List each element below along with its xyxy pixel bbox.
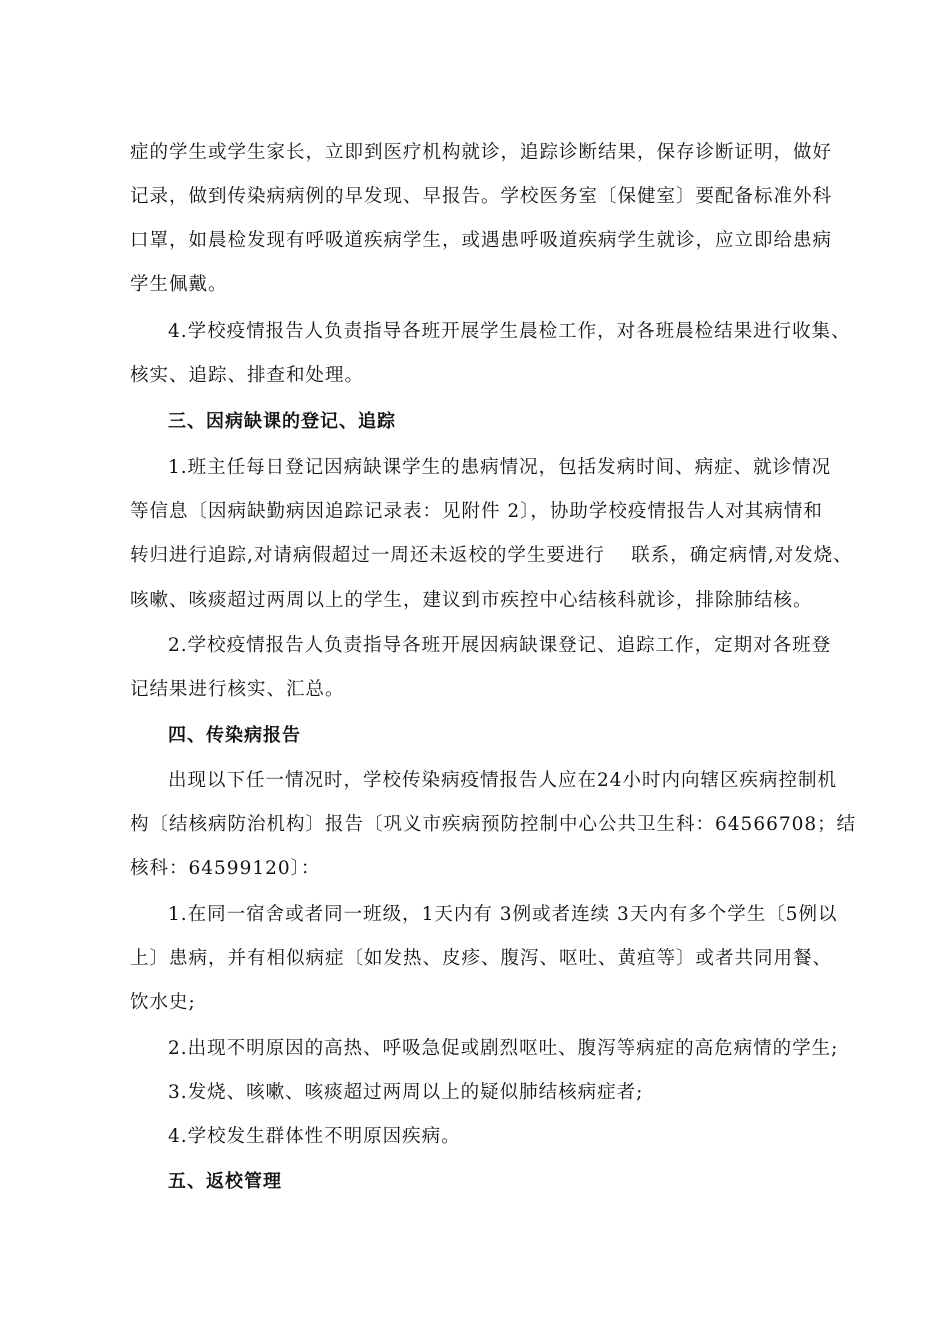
paragraph-line: 4.学校发生群体性不明原因疾病。 [168, 1126, 461, 1147]
section-heading: 三、因病缺课的登记、追踪 [168, 411, 396, 432]
paragraph-line: 学生佩戴。 [130, 274, 228, 295]
paragraph-line: 核实、追踪、排查和处理。 [130, 365, 365, 386]
paragraph-line: 出现以下任一情况时，学校传染病疫情报告人应在24小时内向辖区疾病控制机 [168, 770, 838, 791]
paragraph-line: 咳嗽、咳痰超过两周以上的学生，建议到市疾控中心结核科就诊，排除肺结核。 [130, 590, 813, 611]
paragraph-line: 3.发烧、咳嗽、咳痰超过两周以上的疑似肺结核病症者; [168, 1082, 644, 1103]
paragraph-line: 记录，做到传染病病例的早发现、早报告。学校医务室〔保健室〕要配备标准外科 [130, 186, 833, 207]
paragraph-line: 2.学校疫情报告人负责指导各班开展因病缺课登记、追踪工作，定期对各班登 [168, 635, 832, 656]
paragraph-line: 口罩，如晨检发现有呼吸道疾病学生，或遇患呼吸道疾病学生就诊，应立即给患病 [130, 230, 833, 251]
paragraph-line: 上〕患病，并有相似病症〔如发热、皮疹、腹泻、呕吐、黄疸等〕或者共同用餐、 [130, 948, 833, 969]
paragraph-line: 1.在同一宿舍或者同一班级，1天内有 3例或者连续 3天内有多个学生〔5例以 [168, 904, 838, 925]
paragraph-line: 记结果进行核实、汇总。 [130, 679, 345, 700]
paragraph-line: 转归进行追踪,对请病假超过一周还未返校的学生要进行 联系，确定病情,对发烧、 [130, 545, 853, 566]
paragraph-line: 症的学生或学生家长，立即到医疗机构就诊，追踪诊断结果，保存诊断证明，做好 [130, 142, 833, 163]
paragraph-line: 饮水史; [130, 992, 196, 1013]
paragraph-line: 1.班主任每日登记因病缺课学生的患病情况，包括发病时间、病症、就诊情况 [168, 457, 832, 478]
section-heading: 五、返校管理 [168, 1171, 282, 1192]
paragraph-line: 核科：64599120〕： [130, 858, 321, 879]
paragraph-line: 构〔结核病防治机构〕报告〔巩义市疾病预防控制中心公共卫生科：64566708；结 [130, 814, 857, 835]
paragraph-line: 2.出现不明原因的高热、呼吸急促或剧烈呕吐、腹泻等病症的高危病情的学生; [168, 1038, 839, 1059]
section-heading: 四、传染病报告 [168, 725, 301, 746]
paragraph-line: 等信息〔因病缺勤病因追踪记录表：见附件 2〕，协助学校疫情报告人对其病情和 [130, 501, 823, 522]
paragraph-line: 4.学校疫情报告人负责指导各班开展学生晨检工作，对各班晨检结果进行收集、 [168, 321, 851, 342]
